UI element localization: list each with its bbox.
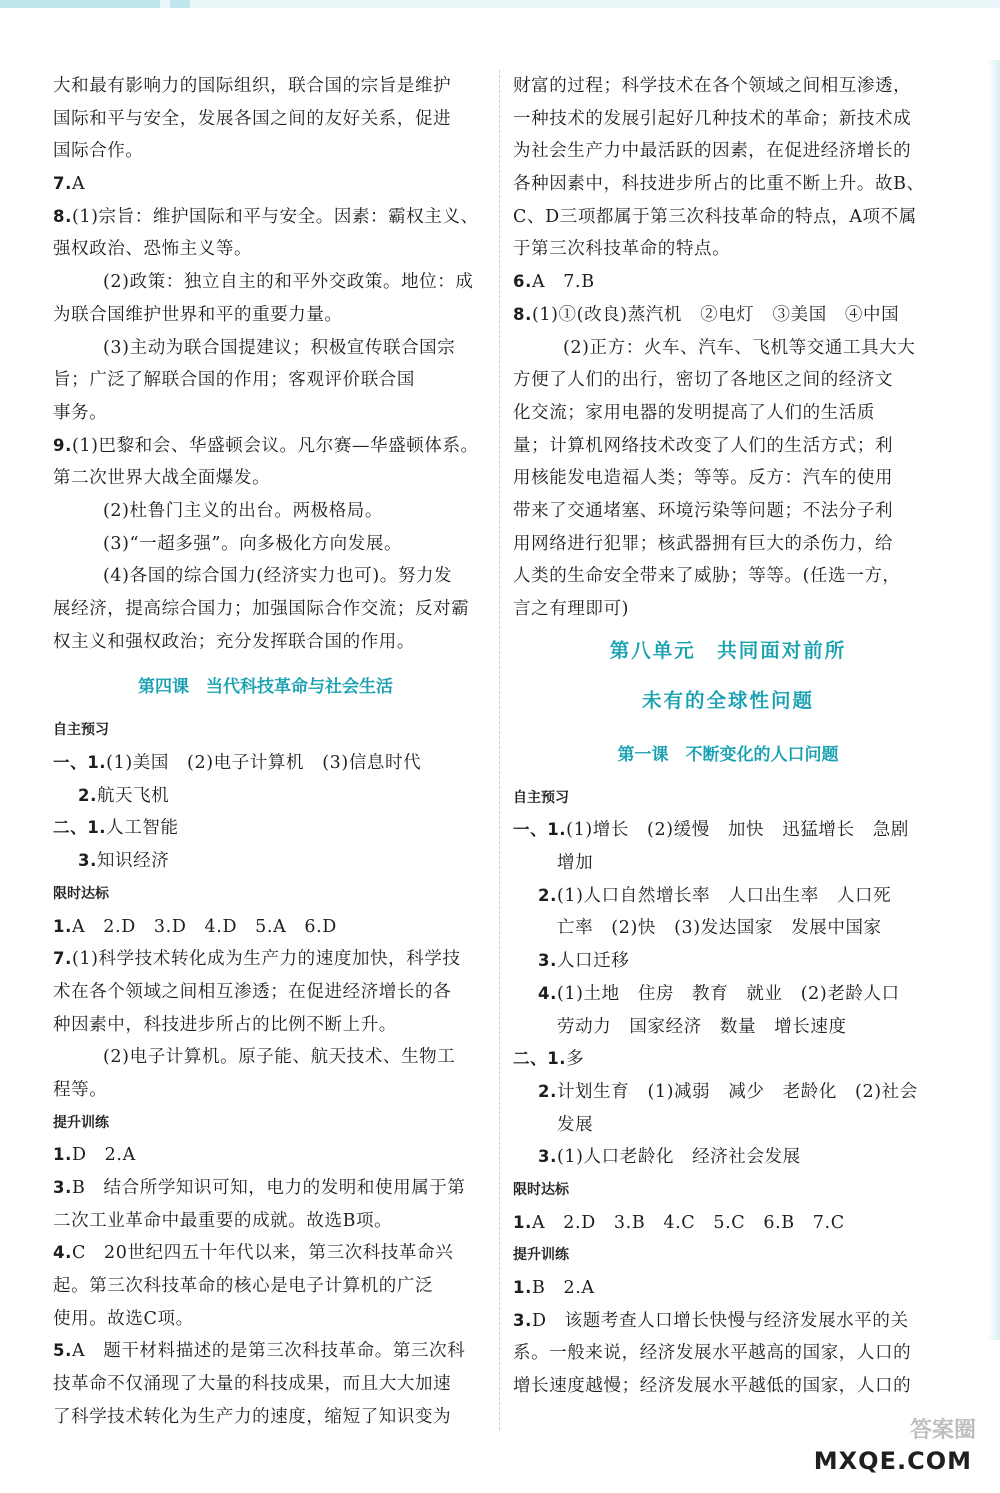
item-number: 4. bbox=[538, 983, 557, 1003]
text-line: 二次工业革命中最重要的成就。故选B项。 bbox=[53, 1210, 393, 1231]
item-text: D 该题考查人口增长快慢与经济发展水平的关 bbox=[531, 1310, 909, 1331]
answer-item bbox=[513, 945, 943, 978]
answer-item bbox=[53, 943, 478, 976]
text-line: 旨；广泛了解联合国的作用；客观评价联合国 bbox=[53, 370, 415, 391]
answer-item bbox=[513, 880, 943, 913]
item-number: 2. bbox=[78, 785, 97, 805]
text-line: 人类的生命安全带来了威胁；等等。(任选一方， bbox=[513, 566, 901, 587]
answer-item bbox=[53, 1139, 478, 1172]
item-number: 一、1. bbox=[513, 820, 567, 840]
text-line: 发展 bbox=[557, 1114, 594, 1135]
item-number: 1. bbox=[513, 1212, 532, 1232]
item-number: 8. bbox=[513, 304, 532, 324]
answer-item bbox=[53, 168, 478, 201]
item-number: 1. bbox=[53, 916, 72, 936]
item-number: 4. bbox=[53, 1243, 72, 1263]
text-line: 一种技术的发展引起好几种技术的革命；新技术成 bbox=[513, 108, 912, 129]
left-column bbox=[53, 70, 478, 1434]
text-line: 化交流；家用电器的发明提高了人们的生活质 bbox=[513, 402, 875, 423]
text-line: 用网络进行犯罪；核武器拥有巨大的杀伤力，给 bbox=[513, 533, 894, 554]
item-text: 计划生育 (1)减弱 减少 老龄化 (2)社会 bbox=[556, 1081, 918, 1102]
item-text: C 20世纪四五十年代以来，第三次科技革命兴 bbox=[71, 1243, 454, 1264]
text-line: (3)“一超多强”。向多极化方向发展。 bbox=[103, 533, 403, 554]
top-decoration-bar bbox=[0, 0, 1000, 8]
section-label: 提升训练 bbox=[513, 1247, 569, 1264]
section-label: 限时达标 bbox=[53, 885, 109, 902]
item-text: (1)美国 (2)电子计算机 (3)信息时代 bbox=[106, 753, 422, 774]
text-line: 使用。故选C项。 bbox=[53, 1308, 194, 1329]
section-label: 自主预习 bbox=[513, 789, 569, 806]
text-line: 劳动力 国家经济 数量 增长速度 bbox=[557, 1016, 847, 1037]
text-line: 大和最有影响力的国际组织，联合国的宗旨是维护 bbox=[53, 76, 452, 96]
text-line: 量；计算机网络技术改变了人们的生活方式；利 bbox=[513, 435, 894, 456]
right-column bbox=[513, 70, 943, 1403]
answer-item bbox=[53, 780, 478, 813]
text-line: 程等。 bbox=[53, 1079, 108, 1100]
item-text: A 2.D 3.D 4.D 5.A 6.D bbox=[71, 916, 337, 937]
answer-item bbox=[513, 978, 943, 1011]
item-number: 9. bbox=[53, 435, 72, 455]
item-number: 3. bbox=[78, 851, 97, 871]
text-line: 用核能发电造福人类；等等。反方：汽车的使用 bbox=[513, 468, 894, 489]
item-number: 3. bbox=[513, 1310, 532, 1330]
item-text: 航天飞机 bbox=[96, 785, 170, 806]
answer-item bbox=[513, 1305, 943, 1338]
text-line: (3)主动为联合国提建议；积极宣传联合国宗 bbox=[103, 337, 456, 358]
section-label: 限时达标 bbox=[513, 1181, 569, 1198]
answer-item bbox=[513, 1141, 943, 1174]
answer-item bbox=[513, 1207, 943, 1240]
item-number: 2. bbox=[538, 1081, 557, 1101]
item-number: 5. bbox=[53, 1341, 72, 1361]
text-line: 种因素中，科技进步所占的比例不断上升。 bbox=[53, 1014, 397, 1035]
item-text: (1)巴黎和会、华盛顿会议。凡尔赛—华盛顿体系。 bbox=[71, 435, 479, 456]
answer-item bbox=[513, 1272, 943, 1305]
section-label: 提升训练 bbox=[53, 1114, 109, 1131]
text-line: 亡率 (2)快 (3)发达国家 发展中国家 bbox=[557, 918, 882, 939]
item-number: 3. bbox=[538, 1147, 557, 1167]
item-number: 二、1. bbox=[513, 1049, 567, 1069]
text-line: 各种因素中，科技进步所占的比重不断上升。故B、 bbox=[513, 174, 925, 195]
text-line: 展经济，提高综合国力；加强国际合作交流；反对霸 bbox=[53, 599, 470, 619]
item-number: 2. bbox=[538, 885, 557, 905]
answer-item bbox=[513, 1043, 943, 1076]
item-text: B 2.A bbox=[531, 1278, 595, 1298]
answer-item bbox=[53, 812, 478, 845]
item-text: (1)①(改良)蒸汽机 ②电灯 ③美国 ④中国 bbox=[531, 304, 900, 325]
item-number: 一、1. bbox=[53, 753, 107, 773]
text-line: 起。第三次科技革命的核心是电子计算机的广泛 bbox=[53, 1276, 434, 1297]
text-line: 第二次世界大战全面爆发。 bbox=[53, 468, 271, 489]
text-line: 财富的过程；科学技术在各个领域之间相互渗透， bbox=[513, 76, 912, 96]
item-text: (1)增长 (2)缓慢 加快 迅猛增长 急剧 bbox=[566, 820, 909, 841]
watermark bbox=[766, 1419, 976, 1475]
text-line: 系。一般来说，经济发展水平越高的国家，人口的 bbox=[513, 1343, 912, 1364]
text-line: 技革命不仅涌现了大量的科技成果，而且大大加速 bbox=[53, 1374, 452, 1395]
column-divider bbox=[499, 70, 500, 1430]
answer-item bbox=[513, 299, 943, 332]
item-text: (1)人口老龄化 经济社会发展 bbox=[556, 1147, 801, 1168]
text-line: (4)各国的综合国力(经济实力也可)。努力发 bbox=[103, 566, 453, 587]
item-text: 人工智能 bbox=[106, 818, 179, 839]
item-text: 多 bbox=[566, 1049, 585, 1070]
text-line: 带来了交通堵塞、环境污染等问题；不法分子利 bbox=[513, 500, 894, 521]
answer-item bbox=[513, 814, 943, 847]
lesson-heading: 第一课 不断变化的人口问题 bbox=[617, 744, 839, 765]
item-number: 7. bbox=[53, 174, 72, 194]
watermark-logo: 答案圈 bbox=[909, 1418, 976, 1443]
text-line: 事务。 bbox=[53, 402, 108, 423]
text-line: (2)电子计算机。原子能、航天技术、生物工 bbox=[103, 1047, 456, 1068]
text-line: 言之有理即可) bbox=[513, 599, 630, 619]
item-text: D 2.A bbox=[71, 1145, 136, 1166]
text-line: 方便了人们的出行，密切了各地区之间的经济文 bbox=[513, 370, 894, 391]
text-line: 为社会生产力中最活跃的因素，在促进经济增长的 bbox=[513, 141, 912, 162]
item-text: A 2.D 3.B 4.C 5.C 6.B 7.C bbox=[531, 1212, 845, 1233]
right-edge-shadow bbox=[988, 60, 1000, 1340]
answer-item bbox=[53, 201, 478, 234]
item-number: 3. bbox=[538, 951, 557, 971]
answer-item bbox=[53, 1237, 478, 1270]
text-line: 国际合作。 bbox=[53, 141, 144, 162]
item-text: (1)土地 住房 教育 就业 (2)老龄人口 bbox=[556, 983, 900, 1004]
text-line: (2)政策：独立自主的和平外交政策。地位：成 bbox=[103, 272, 474, 293]
answer-item bbox=[53, 845, 478, 878]
answer-item bbox=[513, 266, 943, 299]
answer-item bbox=[513, 1076, 943, 1109]
watermark-site: MXQE.COM bbox=[813, 1447, 972, 1475]
item-number: 7. bbox=[53, 949, 72, 969]
item-text: 人口迁移 bbox=[556, 951, 630, 972]
section-label: 自主预习 bbox=[53, 722, 109, 739]
answer-item bbox=[53, 1335, 478, 1368]
item-text: (1)宗旨：维护国际和平与安全。因素：霸权主义、 bbox=[71, 206, 479, 227]
answer-item bbox=[53, 430, 478, 463]
text-line: 于第三次科技革命的特点。 bbox=[513, 239, 731, 260]
text-line: 术在各个领域之间相互渗透；在促进经济增长的各 bbox=[53, 981, 452, 1002]
answer-item bbox=[53, 747, 478, 780]
item-text: (1)人口自然增长率 人口出生率 人口死 bbox=[556, 885, 892, 906]
text-line: 为联合国维护世界和平的重要力量。 bbox=[53, 304, 343, 325]
text-line: 增加 bbox=[557, 853, 594, 874]
item-number: 二、1. bbox=[53, 818, 107, 838]
text-line: 权主义和强权政治；充分发挥联合国的作用。 bbox=[53, 631, 415, 652]
lesson-heading: 第四课 当代科技革命与社会生活 bbox=[138, 677, 393, 698]
item-text: A bbox=[71, 174, 86, 195]
item-text: B 结合所学知识可知，电力的发明和使用属于第 bbox=[71, 1178, 466, 1198]
text-line: 强权政治、恐怖主义等。 bbox=[53, 239, 253, 260]
unit-heading: 未有的全球性问题 bbox=[641, 688, 814, 712]
text-line: (2)杜鲁门主义的出台。两极格局。 bbox=[103, 500, 383, 521]
item-number: 1. bbox=[513, 1278, 532, 1297]
text-line: 了科学技术转化为生产力的速度，缩短了知识变为 bbox=[53, 1406, 452, 1427]
text-line: 国际和平与安全，发展各国之间的友好关系，促进 bbox=[53, 108, 452, 129]
text-line: C、D三项都属于第三次科技革命的特点，A项不属 bbox=[513, 206, 917, 227]
item-number: 1. bbox=[53, 1145, 72, 1165]
item-text: 知识经济 bbox=[96, 851, 170, 872]
answer-item bbox=[53, 1172, 478, 1205]
unit-heading: 第八单元 共同面对前所 bbox=[609, 638, 847, 662]
item-number: 8. bbox=[53, 206, 72, 226]
item-text: A 题干材料描述的是第三次科技革命。第三次科 bbox=[71, 1341, 466, 1362]
item-number: 3. bbox=[53, 1178, 72, 1197]
answer-item bbox=[53, 911, 478, 944]
item-number: 6. bbox=[513, 272, 532, 292]
item-text: (1)科学技术转化成为生产力的速度加快，科学技 bbox=[71, 949, 461, 970]
text-line: (2)正方：火车、汽车、飞机等交通工具大大 bbox=[563, 337, 916, 358]
item-text: A 7.B bbox=[531, 272, 595, 293]
text-line: 增长速度越慢；经济发展水平越低的国家，人口的 bbox=[513, 1376, 912, 1397]
